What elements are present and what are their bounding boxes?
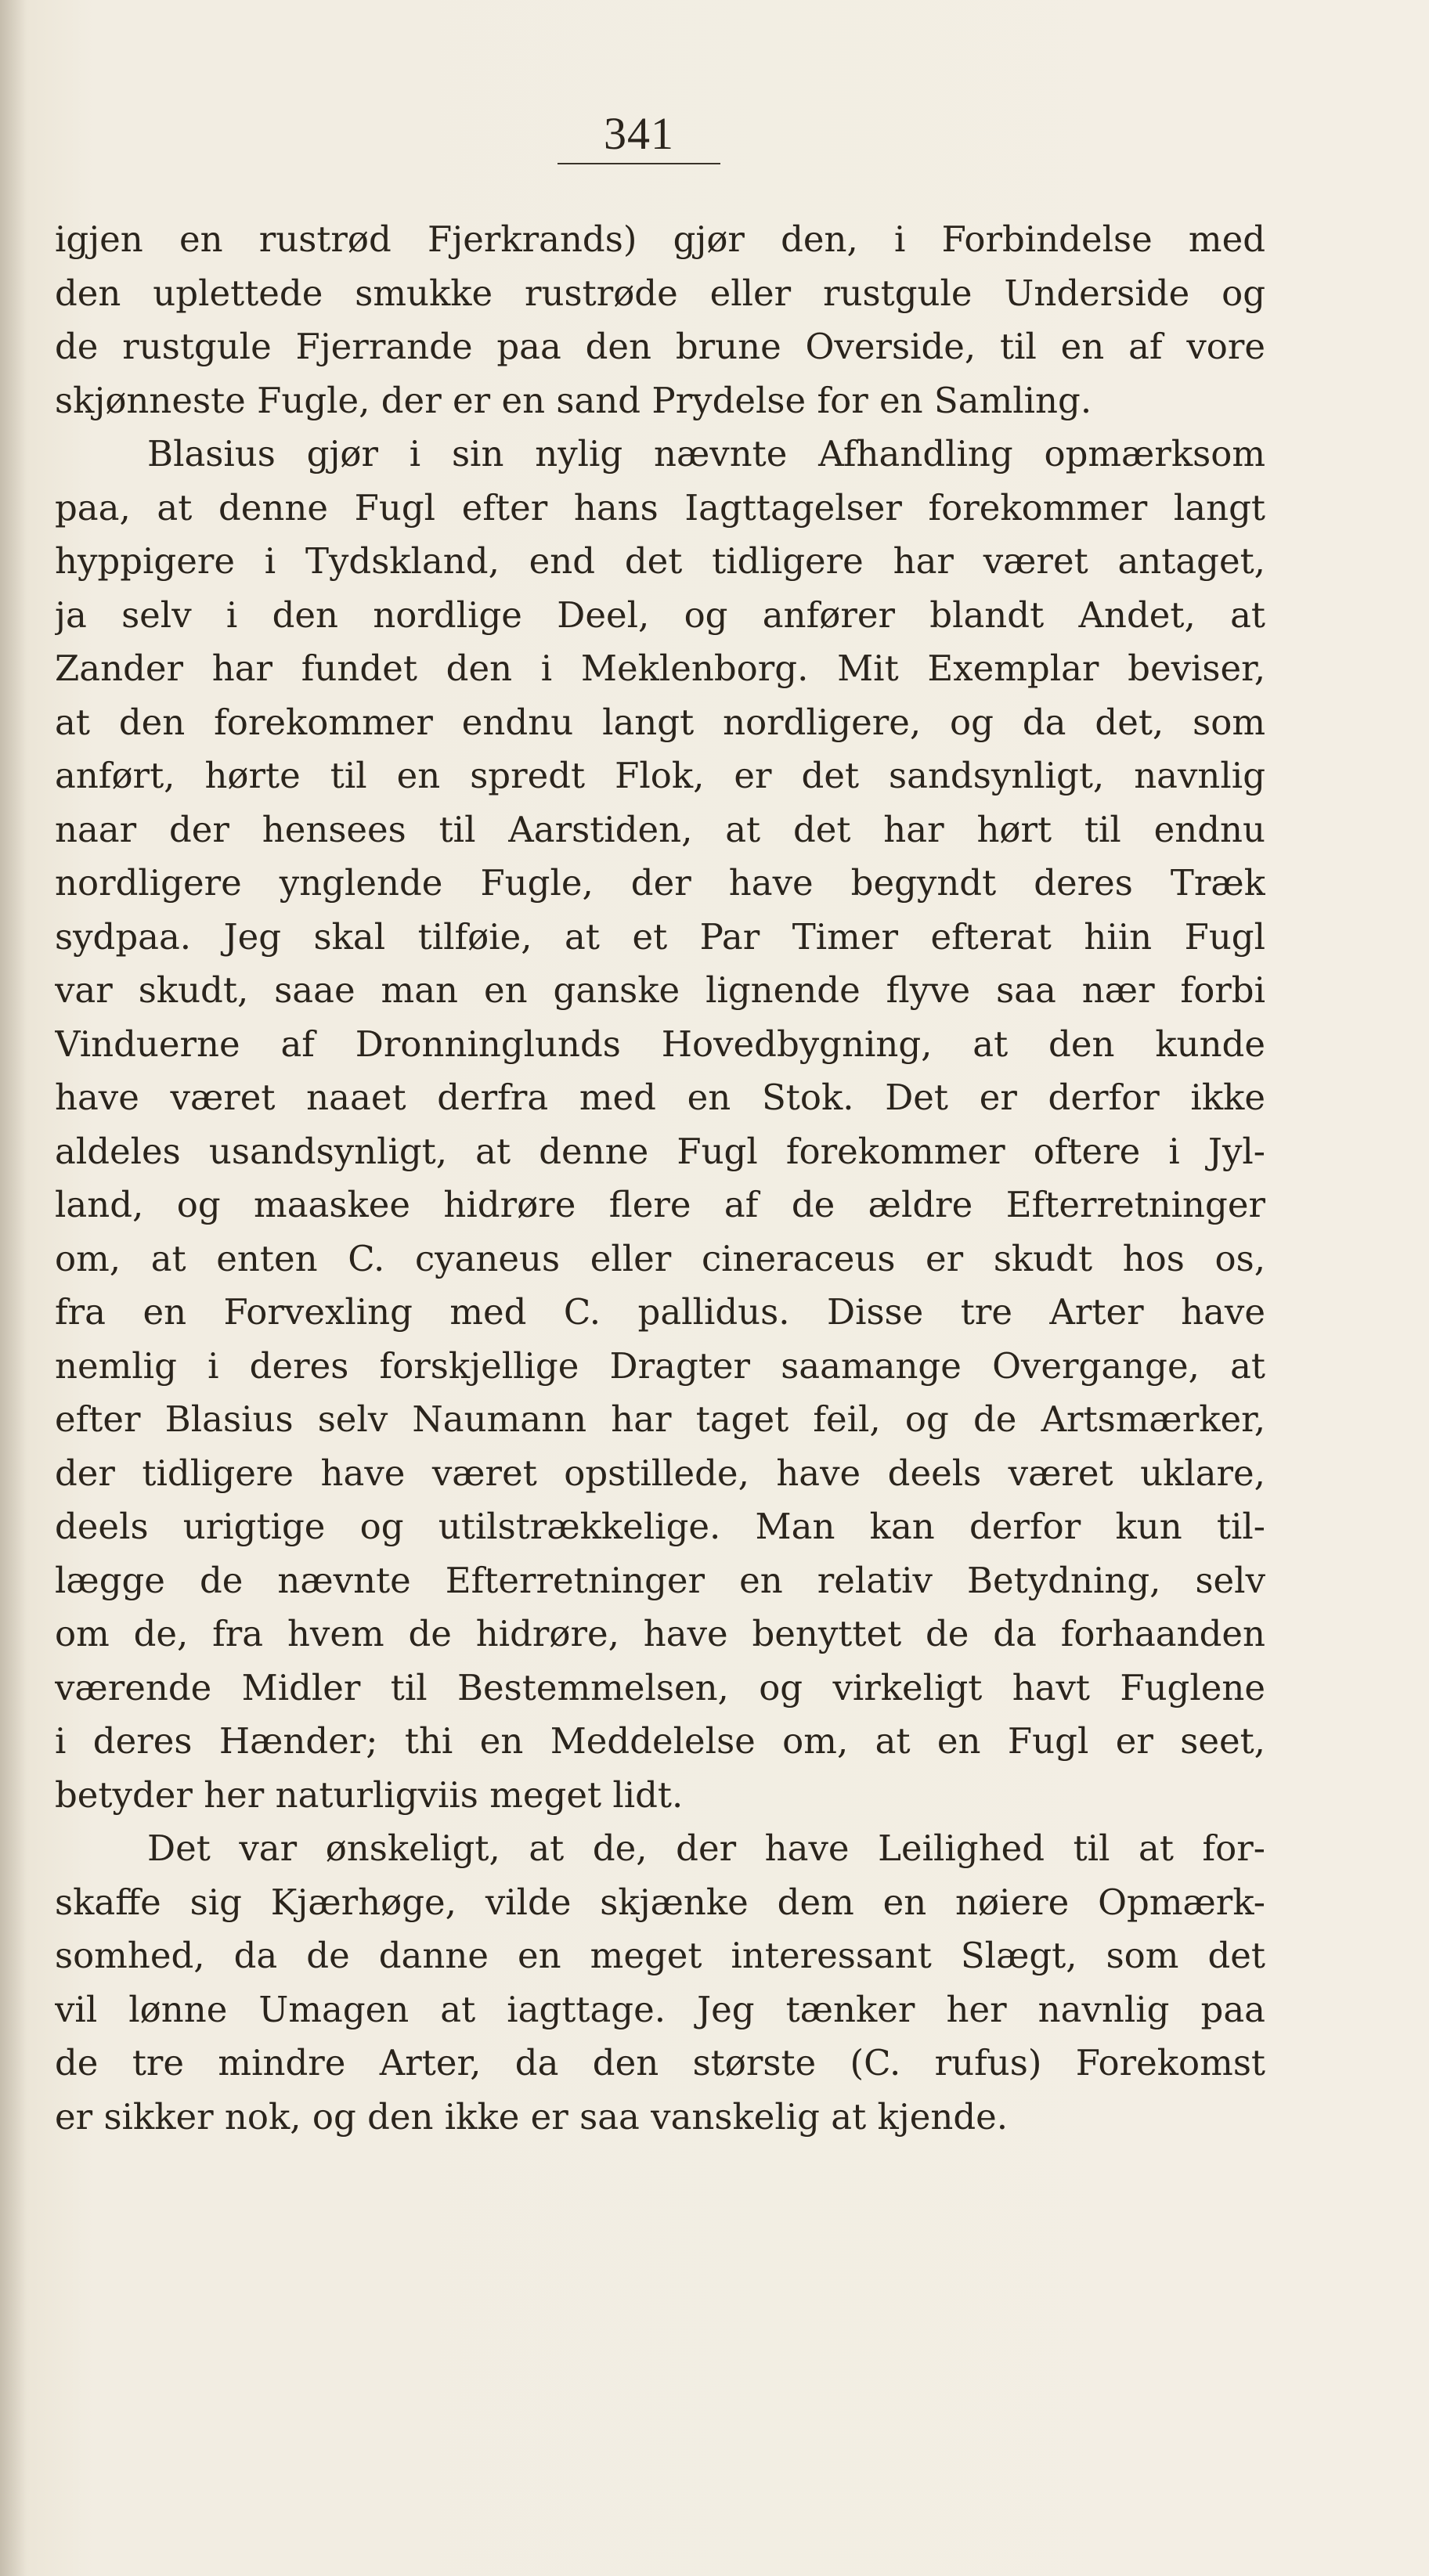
text-line: skjønneste Fugle, der er en sand Prydelse for en Samling. <box>55 379 1092 421</box>
text-line: i deres Hænder; thi en Meddelelse om, at en Fugl er seet, <box>55 1720 1265 1762</box>
text-line: have været naaet derfra med en Stok. Det er derfor ikke <box>55 1077 1265 1118</box>
page-number-underline <box>558 163 720 164</box>
text-line: land, og maaskee hidrøre flere af de ældre Efterretninger <box>55 1184 1265 1225</box>
text-line: de tre mindre Arter, da den største (C. rufus) Forekomst <box>55 2042 1265 2084</box>
text-line: den uplettede smukke rustrøde eller rustgule Underside og <box>55 272 1265 314</box>
text-line: paa, at denne Fugl efter hans Iagttagelser forekommer langt <box>55 486 1265 529</box>
body-text <box>55 213 1265 2144</box>
text-line: fra en Forvexling med C. pallidus. Disse tre Arter have <box>55 1291 1265 1333</box>
text-line: vil lønne Umagen at iagttage. Jeg tænker her navnlig paa <box>55 1988 1265 2030</box>
text-line: hyppigere i Tydskland, end det tidligere har været antaget, <box>55 540 1265 582</box>
text-line: ja selv i den nordlige Deel, og anfører blandt Andet, at <box>55 593 1265 636</box>
page-number: 341 <box>604 108 674 159</box>
text-line: deels urigtige og utilstrækkelige. Man kan derfor kun til- <box>55 1506 1265 1547</box>
text-line: Vinduerne af Dronninglunds Hovedbygning, at den kunde <box>55 1023 1265 1065</box>
text-line: igjen en rustrød Fjerkrands) gjør den, i Forbindelse med <box>55 218 1265 260</box>
text-line: Zander har fundet den i Meklenborg. Mit Exemplar beviser, <box>55 648 1265 689</box>
text-line: de rustgule Fjerrande paa den brune Overside, til en af vore <box>55 326 1265 367</box>
text-line: efter Blasius selv Naumann har taget feil, og de Artsmærker, <box>55 1398 1265 1440</box>
text-line: naar der hensees til Aarstiden, at det har hørt til endnu <box>55 808 1265 850</box>
text-line: Det var ønskeligt, at de, der have Leilighed til at for- <box>147 1827 1265 1869</box>
text-line: værende Midler til Bestemmelsen, og virkeligt havt Fuglene <box>55 1666 1265 1708</box>
text-line: om, at enten C. cyaneus eller cineraceus er skudt hos os, <box>55 1237 1265 1279</box>
text-line: lægge de nævnte Efterretninger en relativ Betydning, selv <box>55 1559 1265 1601</box>
text-line: der tidligere have været opstillede, have deels været uklare, <box>55 1452 1265 1494</box>
text-line: at den forekommer endnu langt nordligere, og da det, som <box>55 701 1265 743</box>
text-line: er sikker nok, og den ikke er saa vanskelig at kjende. <box>55 2095 1009 2138</box>
text-line: nordligere ynglende Fugle, der have begyndt deres Træk <box>55 862 1265 904</box>
text-line: nemlig i deres forskjellige Dragter saamange Overgange, at <box>55 1344 1265 1387</box>
text-line: skaffe sig Kjærhøge, vilde skjænke dem en nøiere Opmærk- <box>55 1881 1265 1923</box>
text-line: somhed, da de danne en meget interessant Slægt, som det <box>55 1935 1265 1976</box>
spine-shadow <box>0 0 27 2576</box>
text-line: var skudt, saae man en ganske lignende flyve saa nær forbi <box>55 969 1265 1011</box>
text-line: anført, hørte til en spredt Flok, er det sandsynligt, navnlig <box>55 755 1265 796</box>
text-line: betyder her naturligviis meget lidt. <box>55 1773 684 1816</box>
text-line: om de, fra hvem de hidrøre, have benyttet de da forhaanden <box>55 1613 1265 1654</box>
text-line: aldeles usandsynligt, at denne Fugl forekommer oftere i Jyl- <box>55 1130 1265 1172</box>
page-number-block <box>558 110 720 158</box>
text-line: sydpaa. Jeg skal tilføie, at et Par Timer efterat hiin Fugl <box>55 915 1265 958</box>
text-line: Blasius gjør i sin nylig nævnte Afhandling opmærksom <box>147 433 1265 474</box>
